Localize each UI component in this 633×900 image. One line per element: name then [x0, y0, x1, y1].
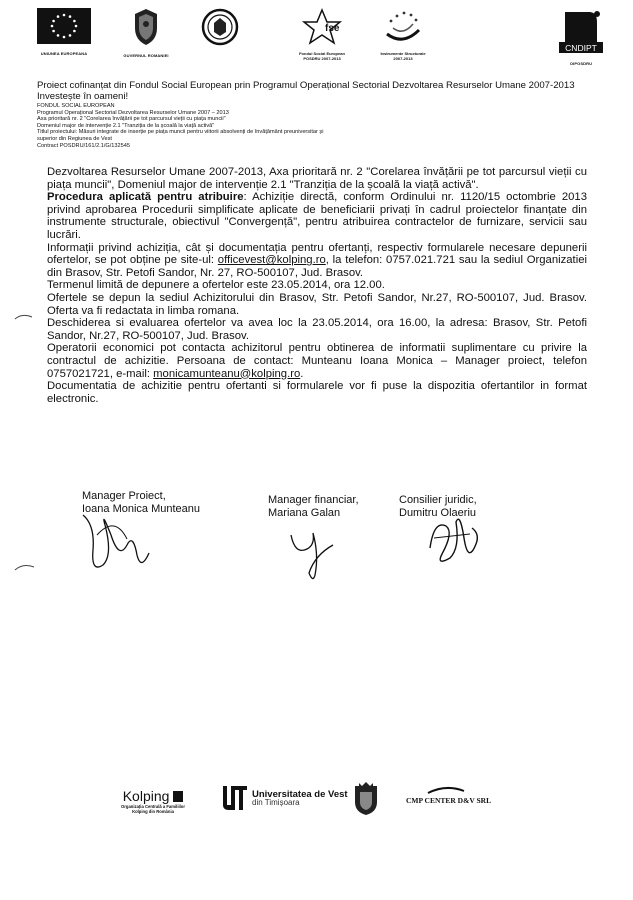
kolping-k-icon	[173, 791, 183, 802]
body-paragraph-2	[47, 191, 587, 241]
signature-role: Manager Proiect,	[82, 490, 166, 502]
project-line-2: Investește în oameni!	[37, 91, 129, 102]
signature-role: Manager financiar,	[268, 494, 359, 506]
body-paragraph-1: Dezvoltarea Resurselor Umane 2007-2013, Axa prioritară nr. 2 "Corelarea învățării pe tot parcursul vieții cu piața muncii", Domeniul major de intervenție 2.1 "Tranziția de la școală la viață activă".	[47, 166, 587, 191]
detail-line: Contract POSDRU/161/2.1/G/132545	[37, 142, 130, 149]
procedure-label: Procedura aplicată pentru atribuire	[47, 191, 244, 204]
fse-logo	[287, 8, 357, 61]
margin-mark-icon	[14, 562, 36, 572]
procedure-text: : Achiziție directă, conform Ordinului nr. 1120/15 octombrie 2013 privind aprobarea Procedurii simplificate aplicate de beneficiarii privați în cadrul proiectelor finanțate din instrumente structurale, obiectivul "Convergență", pentru atribuirea contractelor de furnizare, servicii sau lucrări.	[47, 191, 587, 241]
eu-flag-icon	[37, 8, 91, 44]
office-email-link[interactable]: officevest@kolping.ro	[217, 254, 326, 267]
project-details	[37, 103, 477, 149]
cndipt-mark-icon	[559, 8, 603, 54]
handwritten-signature-icon	[285, 525, 345, 585]
instrumente-caption-2: 2007-2013	[393, 56, 413, 61]
body-paragraph-8: Documentatia de achizitie pentru ofertanti si formularele vor fi puse la dispozitia ofertantilor in format electronic.	[47, 380, 587, 405]
ministry-seal-icon	[201, 8, 239, 46]
eu-caption: UNIUNEA EUROPEANA	[40, 51, 88, 56]
fse-caption: Fondul Social European	[299, 51, 345, 56]
body-paragraph-5: Ofertele se depun la sediul Achizitorului din Brasov, Str. Petofi Sandor, Nr.27, RO-500107, Jud. Brasov. Oferta va fi redactata in limba romana.	[47, 291, 587, 317]
uvt-mark-icon	[222, 785, 248, 811]
contact-text-a: Operatorii economici pot contacta achizitorul pentru obtinerea de informatii suplimentare cu privire la contractul de achizitie. Persoana de contact: Munteanu Ioana Monica – Manager proiect, telefon 0757021721, e-mail:	[47, 342, 587, 380]
signature-name: Dumitru Olaeriu	[399, 506, 477, 519]
kolping-sub-2: Kolping din România	[132, 809, 174, 814]
body-paragraph-7	[47, 342, 587, 380]
detail-line: Domeniul major de intervenție 2.1 "Tranziția de la școală la viață activă"	[37, 122, 215, 129]
footer-logos	[0, 780, 633, 830]
cndipt-mark-text: CNDIPT	[565, 43, 597, 53]
handwritten-signature-icon	[75, 505, 165, 580]
signature-name: Mariana Galan	[268, 506, 341, 519]
fse-star-icon	[298, 8, 346, 46]
eu-logo	[34, 8, 94, 56]
detail-line: Programul Operațional Sectorial Dezvoltarea Resurselor Umane 2007 – 2013	[37, 109, 229, 116]
government-caption: GUVERNUL ROMANIEI	[123, 53, 169, 58]
info-text-b: , la telefon: 0757.021.721 sau la sediul Organizatiei din Brasov, Str. Petofi Sandor, Nr. 27, RO-500107, Jud. Brasov.	[47, 254, 587, 279]
detail-line: Titlul proiectului: Măsuri integrate de inserție pe piața muncii pentru viitorii absolvenți de învățământ preuniversitar și	[37, 129, 324, 136]
detail-line: superior din Regiunea de Vest	[37, 135, 112, 142]
kolping-logo	[113, 788, 193, 814]
project-cofinancing-line	[37, 80, 617, 102]
cndipt-logo	[556, 8, 606, 66]
government-logo	[116, 8, 176, 58]
instrumente-caption: Instrumente Structurale	[380, 51, 426, 56]
contact-email-link[interactable]: monicamunteanu@kolping.ro	[153, 367, 301, 380]
signature-financial-manager	[268, 494, 359, 519]
info-text-a: Informații privind achiziția, cât și documentația pentru ofertanți, respectiv formularele necesare depunerii ofertelor, se pot obține pe site-ul:	[47, 241, 587, 267]
ministry-logo	[200, 8, 240, 51]
cmp-name: CMP CENTER D&V SRL	[406, 796, 492, 805]
signature-role: Consilier juridic,	[399, 494, 477, 506]
margin-mark-icon	[14, 312, 34, 322]
detail-line: Axa prioritară nr. 2 "Corelarea învățării pe tot parcursul vieții cu piața muncii"	[37, 116, 226, 123]
detail-line: FONDUL SOCIAL EUROPEAN	[37, 103, 115, 109]
body-paragraph-4: Termenul limită de depunere a ofertelor este 23.05.2014, ora 12.00.	[47, 279, 385, 292]
body-paragraph-3	[47, 242, 587, 280]
kolping-sub-1: Organizația Centrală a Familiilor	[121, 804, 185, 809]
signature-name: Ioana Monica Munteanu	[82, 502, 201, 515]
uvt-logo	[222, 785, 348, 815]
cmp-swoosh-icon	[426, 786, 466, 794]
cndipt-caption: OIPOSDRU	[569, 61, 593, 66]
project-line-1: Proiect cofinanțat din Fondul Social European prin Programul Operațional Sectorial Dezvoltarea Resurselor Umane 2007-2013	[37, 80, 575, 91]
body-paragraph-6: Deschiderea si evaluarea ofertelor va avea loc la 23.05.2014, ora 16.00, la adresa: Brasov, Str. Petofi Sandor, Nr.27, RO-500107, Jud. Brasov.	[47, 317, 587, 342]
kolping-wordmark: Kolping	[122, 788, 170, 804]
fse-caption-2: POSDRU 2007-2013	[303, 56, 341, 61]
header-logos	[0, 8, 633, 72]
instrumente-structurale-logo	[368, 8, 438, 61]
county-arms-icon	[352, 782, 380, 816]
handwritten-signature-icon	[420, 508, 490, 573]
cmp-logo	[406, 792, 516, 805]
uvt-name-2: din Timișoara	[252, 798, 300, 807]
fse-mark: fse	[325, 23, 340, 34]
coat-of-arms-icon	[131, 8, 161, 46]
instrumente-swirl-icon	[377, 8, 429, 46]
announcement-body	[47, 166, 587, 405]
uvt-name-1: Universitatea de Vest	[252, 789, 348, 800]
contact-text-b: .	[300, 367, 304, 380]
